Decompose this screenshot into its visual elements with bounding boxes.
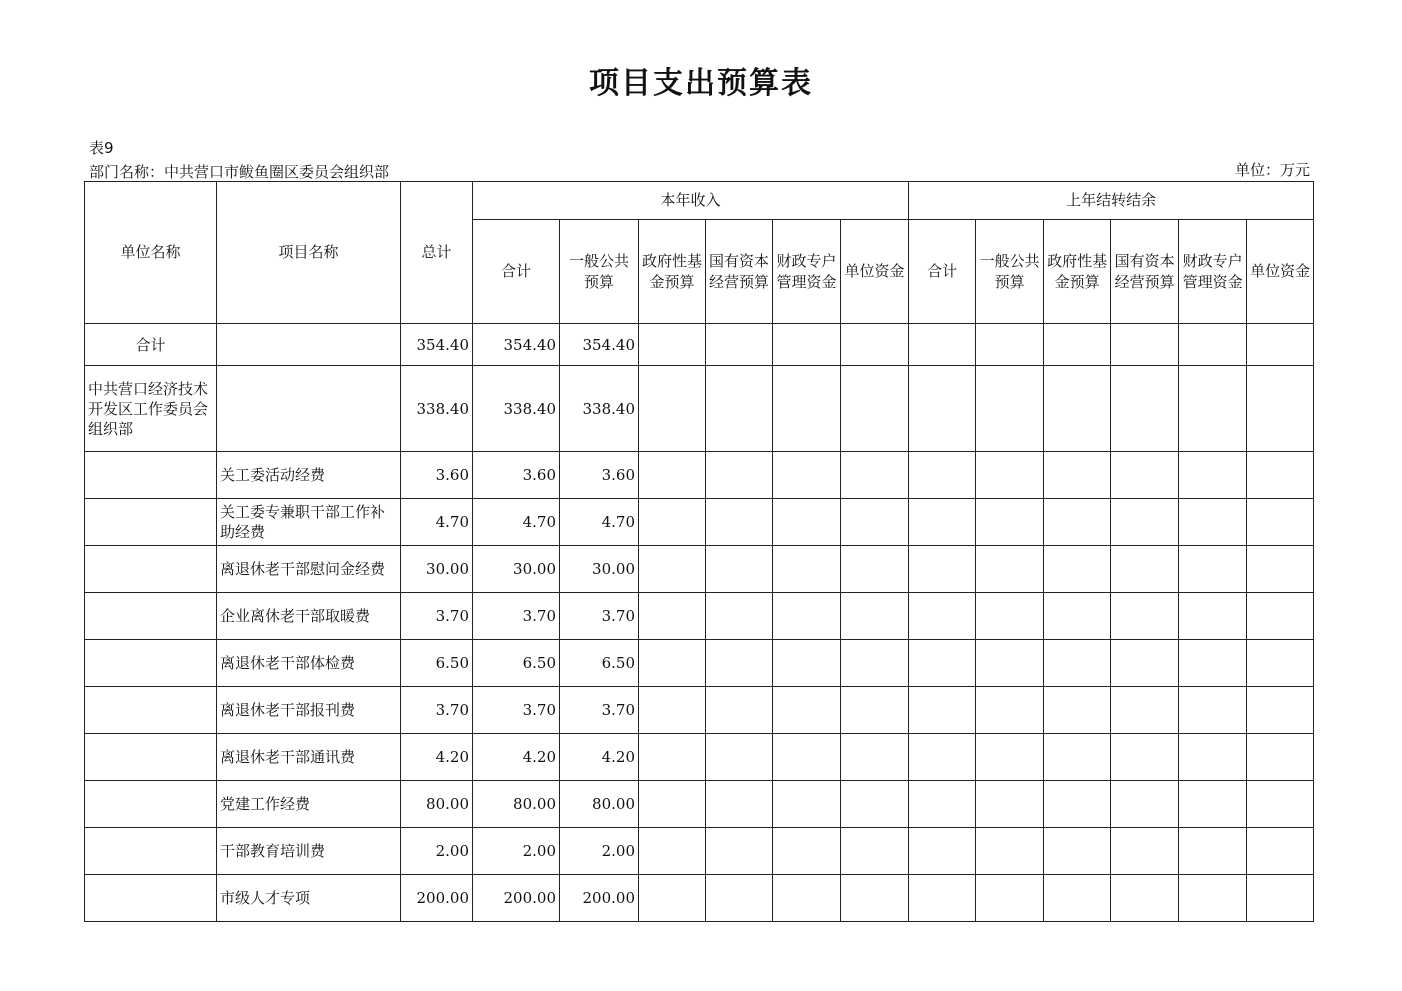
empty-cell bbox=[1247, 875, 1314, 922]
empty-cell bbox=[773, 499, 841, 546]
empty-cell bbox=[1111, 366, 1179, 452]
row-cur-general: 80.00 bbox=[560, 781, 639, 828]
header-project-name: 项目名称 bbox=[217, 182, 401, 324]
summary-cur-general: 354.40 bbox=[560, 324, 639, 366]
empty-cell bbox=[909, 499, 976, 546]
empty-cell bbox=[639, 734, 706, 781]
empty-cell bbox=[1179, 640, 1247, 687]
empty-cell bbox=[773, 324, 841, 366]
empty-cell bbox=[1044, 593, 1111, 640]
header-carry-state-capital: 国有资本经营预算 bbox=[1111, 220, 1179, 324]
empty-cell bbox=[909, 593, 976, 640]
empty-cell bbox=[976, 781, 1044, 828]
row-cur-general: 200.00 bbox=[560, 875, 639, 922]
empty-cell bbox=[909, 546, 976, 593]
empty-cell bbox=[909, 875, 976, 922]
empty-cell bbox=[1247, 452, 1314, 499]
row-cur-general: 3.60 bbox=[560, 452, 639, 499]
empty-cell bbox=[841, 452, 909, 499]
table-row bbox=[85, 687, 1314, 734]
row-cur-general: 30.00 bbox=[560, 546, 639, 593]
summary-total: 354.40 bbox=[401, 324, 473, 366]
row-total: 4.20 bbox=[401, 734, 473, 781]
row-total: 3.70 bbox=[401, 687, 473, 734]
empty-cell bbox=[841, 687, 909, 734]
empty-cell bbox=[909, 734, 976, 781]
table-row bbox=[85, 828, 1314, 875]
empty-cell bbox=[976, 734, 1044, 781]
empty-cell bbox=[1044, 366, 1111, 452]
empty-cell bbox=[841, 324, 909, 366]
table-row bbox=[85, 499, 1314, 546]
header-carryover: 上年结转结余 bbox=[909, 182, 1314, 220]
empty-cell bbox=[1044, 875, 1111, 922]
empty-cell bbox=[1247, 366, 1314, 452]
empty-cell bbox=[841, 546, 909, 593]
empty-cell bbox=[706, 499, 773, 546]
header-carry-fund: 政府性基金预算 bbox=[1044, 220, 1111, 324]
empty-cell bbox=[976, 546, 1044, 593]
row-unit bbox=[85, 875, 217, 922]
empty-cell bbox=[706, 593, 773, 640]
table-number: 表9 bbox=[89, 139, 114, 157]
empty-cell bbox=[639, 546, 706, 593]
row-cur-general: 2.00 bbox=[560, 828, 639, 875]
row-project: 企业离休老干部取暖费 bbox=[217, 593, 401, 640]
empty-cell bbox=[1111, 546, 1179, 593]
empty-cell bbox=[841, 828, 909, 875]
row-cur-total: 200.00 bbox=[473, 875, 560, 922]
row-cur-total: 3.70 bbox=[473, 593, 560, 640]
header-unit-name: 单位名称 bbox=[85, 182, 217, 324]
empty-cell bbox=[1247, 687, 1314, 734]
row-unit bbox=[85, 734, 217, 781]
empty-cell bbox=[1044, 781, 1111, 828]
table-row bbox=[85, 734, 1314, 781]
empty-cell bbox=[639, 324, 706, 366]
empty-cell bbox=[1111, 687, 1179, 734]
empty-cell bbox=[773, 366, 841, 452]
empty-cell bbox=[706, 640, 773, 687]
org-cur-general: 338.40 bbox=[560, 366, 639, 452]
row-total: 4.70 bbox=[401, 499, 473, 546]
empty-cell bbox=[909, 687, 976, 734]
empty-cell bbox=[639, 366, 706, 452]
empty-cell bbox=[841, 781, 909, 828]
empty-cell bbox=[909, 828, 976, 875]
empty-cell bbox=[909, 452, 976, 499]
row-project: 离退休老干部慰问金经费 bbox=[217, 546, 401, 593]
empty-cell bbox=[976, 366, 1044, 452]
row-cur-total: 80.00 bbox=[473, 781, 560, 828]
summary-unit: 合计 bbox=[85, 324, 217, 366]
row-cur-general: 4.70 bbox=[560, 499, 639, 546]
row-cur-general: 3.70 bbox=[560, 687, 639, 734]
empty-cell bbox=[841, 640, 909, 687]
empty-cell bbox=[909, 640, 976, 687]
empty-cell bbox=[909, 324, 976, 366]
empty-cell bbox=[1247, 593, 1314, 640]
empty-cell bbox=[706, 687, 773, 734]
empty-cell bbox=[1111, 734, 1179, 781]
empty-cell bbox=[1111, 452, 1179, 499]
empty-cell bbox=[909, 781, 976, 828]
row-total: 3.60 bbox=[401, 452, 473, 499]
empty-cell bbox=[1044, 452, 1111, 499]
empty-cell bbox=[976, 828, 1044, 875]
table-row bbox=[85, 593, 1314, 640]
empty-cell bbox=[773, 593, 841, 640]
row-cur-total: 6.50 bbox=[473, 640, 560, 687]
empty-cell bbox=[1044, 828, 1111, 875]
empty-cell bbox=[639, 640, 706, 687]
empty-cell bbox=[1179, 324, 1247, 366]
empty-cell bbox=[841, 499, 909, 546]
header-cur-special-account: 财政专户管理资金 bbox=[773, 220, 841, 324]
empty-cell bbox=[706, 366, 773, 452]
header-current-year: 本年收入 bbox=[473, 182, 909, 220]
row-total: 30.00 bbox=[401, 546, 473, 593]
empty-cell bbox=[1179, 546, 1247, 593]
empty-cell bbox=[976, 640, 1044, 687]
empty-cell bbox=[976, 875, 1044, 922]
empty-cell bbox=[773, 828, 841, 875]
org-unit: 中共营口经济技术开发区工作委员会组织部 bbox=[85, 366, 217, 452]
empty-cell bbox=[909, 366, 976, 452]
row-total: 200.00 bbox=[401, 875, 473, 922]
empty-cell bbox=[1247, 734, 1314, 781]
empty-cell bbox=[841, 593, 909, 640]
empty-cell bbox=[976, 499, 1044, 546]
row-project: 关工委活动经费 bbox=[217, 452, 401, 499]
table-row bbox=[85, 546, 1314, 593]
row-cur-general: 3.70 bbox=[560, 593, 639, 640]
empty-cell bbox=[773, 452, 841, 499]
row-project: 干部教育培训费 bbox=[217, 828, 401, 875]
empty-cell bbox=[1179, 781, 1247, 828]
empty-cell bbox=[706, 546, 773, 593]
department-name: 部门名称：中共营口市鲅鱼圈区委员会组织部 bbox=[89, 163, 390, 181]
empty-cell bbox=[639, 875, 706, 922]
budget-table bbox=[84, 181, 1314, 922]
row-cur-total: 4.20 bbox=[473, 734, 560, 781]
empty-cell bbox=[639, 452, 706, 499]
empty-cell bbox=[1111, 640, 1179, 687]
empty-cell bbox=[1179, 499, 1247, 546]
empty-cell bbox=[976, 324, 1044, 366]
empty-cell bbox=[706, 324, 773, 366]
row-project: 关工委专兼职干部工作补助经费 bbox=[217, 499, 401, 546]
empty-cell bbox=[841, 734, 909, 781]
header-total: 总计 bbox=[401, 182, 473, 324]
empty-cell bbox=[841, 875, 909, 922]
row-total: 3.70 bbox=[401, 593, 473, 640]
empty-cell bbox=[773, 734, 841, 781]
empty-cell bbox=[773, 687, 841, 734]
row-total: 2.00 bbox=[401, 828, 473, 875]
table-row bbox=[85, 875, 1314, 922]
empty-cell bbox=[1247, 546, 1314, 593]
row-unit bbox=[85, 828, 217, 875]
empty-cell bbox=[1179, 687, 1247, 734]
row-unit bbox=[85, 499, 217, 546]
header-cur-state-capital: 国有资本经营预算 bbox=[706, 220, 773, 324]
row-cur-total: 30.00 bbox=[473, 546, 560, 593]
row-unit bbox=[85, 593, 217, 640]
org-cur-total: 338.40 bbox=[473, 366, 560, 452]
row-project: 离退休老干部报刊费 bbox=[217, 687, 401, 734]
header-cur-general: 一般公共预算 bbox=[560, 220, 639, 324]
row-cur-total: 2.00 bbox=[473, 828, 560, 875]
empty-cell bbox=[706, 781, 773, 828]
empty-cell bbox=[773, 875, 841, 922]
empty-cell bbox=[706, 452, 773, 499]
empty-cell bbox=[1247, 781, 1314, 828]
empty-cell bbox=[1247, 640, 1314, 687]
row-unit bbox=[85, 781, 217, 828]
empty-cell bbox=[1111, 499, 1179, 546]
empty-cell bbox=[1111, 828, 1179, 875]
row-unit bbox=[85, 640, 217, 687]
header-carry-general: 一般公共预算 bbox=[976, 220, 1044, 324]
table-row bbox=[85, 781, 1314, 828]
header-cur-unit-fund: 单位资金 bbox=[841, 220, 909, 324]
org-total: 338.40 bbox=[401, 366, 473, 452]
header-carry-special-account: 财政专户管理资金 bbox=[1179, 220, 1247, 324]
empty-cell bbox=[706, 734, 773, 781]
empty-cell bbox=[1179, 828, 1247, 875]
empty-cell bbox=[706, 875, 773, 922]
org-project bbox=[217, 366, 401, 452]
row-cur-total: 3.70 bbox=[473, 687, 560, 734]
empty-cell bbox=[773, 546, 841, 593]
empty-cell bbox=[639, 687, 706, 734]
empty-cell bbox=[976, 452, 1044, 499]
summary-cur-total: 354.40 bbox=[473, 324, 560, 366]
empty-cell bbox=[841, 366, 909, 452]
empty-cell bbox=[639, 499, 706, 546]
empty-cell bbox=[1044, 640, 1111, 687]
empty-cell bbox=[1247, 828, 1314, 875]
empty-cell bbox=[773, 781, 841, 828]
empty-cell bbox=[1179, 734, 1247, 781]
page-title: 项目支出预算表 bbox=[589, 66, 813, 101]
empty-cell bbox=[1111, 593, 1179, 640]
empty-cell bbox=[706, 828, 773, 875]
empty-cell bbox=[1044, 499, 1111, 546]
empty-cell bbox=[1247, 324, 1314, 366]
empty-cell bbox=[1044, 734, 1111, 781]
empty-cell bbox=[1179, 593, 1247, 640]
summary-project bbox=[217, 324, 401, 366]
row-project: 离退休老干部通讯费 bbox=[217, 734, 401, 781]
empty-cell bbox=[1247, 499, 1314, 546]
header-carry-unit-fund: 单位资金 bbox=[1247, 220, 1314, 324]
empty-cell bbox=[1044, 546, 1111, 593]
empty-cell bbox=[976, 593, 1044, 640]
org-row bbox=[85, 366, 1314, 452]
row-unit bbox=[85, 687, 217, 734]
row-total: 6.50 bbox=[401, 640, 473, 687]
table-row bbox=[85, 640, 1314, 687]
header-carry-total: 合计 bbox=[909, 220, 976, 324]
empty-cell bbox=[639, 828, 706, 875]
empty-cell bbox=[773, 640, 841, 687]
empty-cell bbox=[1044, 324, 1111, 366]
empty-cell bbox=[1111, 324, 1179, 366]
row-total: 80.00 bbox=[401, 781, 473, 828]
empty-cell bbox=[1179, 452, 1247, 499]
row-project: 市级人才专项 bbox=[217, 875, 401, 922]
summary-row bbox=[85, 324, 1314, 366]
row-cur-general: 6.50 bbox=[560, 640, 639, 687]
empty-cell bbox=[639, 781, 706, 828]
empty-cell bbox=[1044, 687, 1111, 734]
unit-label: 单位：万元 bbox=[1234, 161, 1310, 179]
row-project: 离退休老干部体检费 bbox=[217, 640, 401, 687]
row-project: 党建工作经费 bbox=[217, 781, 401, 828]
empty-cell bbox=[1179, 875, 1247, 922]
row-unit bbox=[85, 452, 217, 499]
empty-cell bbox=[639, 593, 706, 640]
header-cur-total: 合计 bbox=[473, 220, 560, 324]
empty-cell bbox=[976, 687, 1044, 734]
row-cur-total: 4.70 bbox=[473, 499, 560, 546]
row-cur-total: 3.60 bbox=[473, 452, 560, 499]
empty-cell bbox=[1111, 875, 1179, 922]
empty-cell bbox=[1179, 366, 1247, 452]
row-cur-general: 4.20 bbox=[560, 734, 639, 781]
table-row bbox=[85, 452, 1314, 499]
empty-cell bbox=[1111, 781, 1179, 828]
row-unit bbox=[85, 546, 217, 593]
header-cur-fund: 政府性基金预算 bbox=[639, 220, 706, 324]
